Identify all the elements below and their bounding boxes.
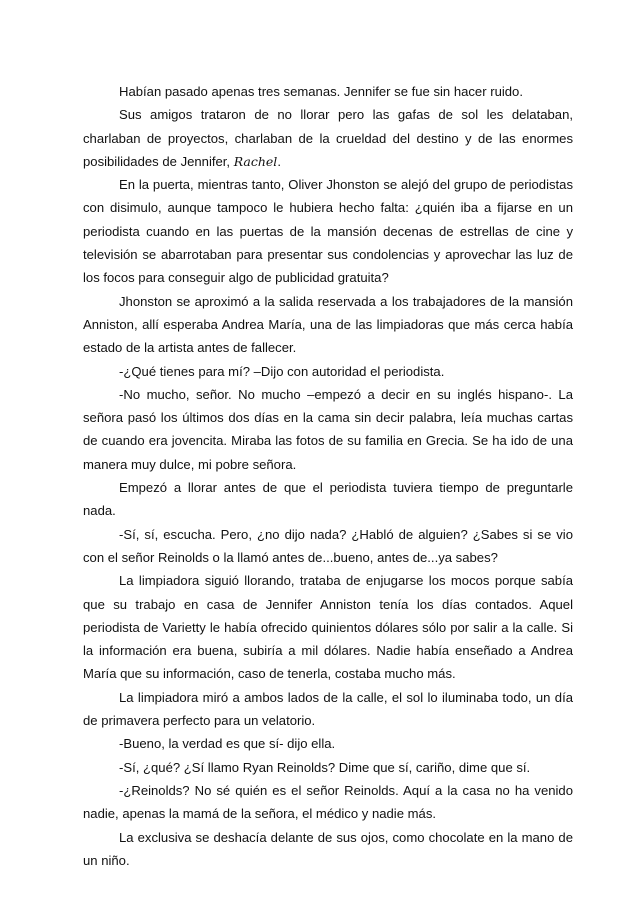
paragraph-2-text: Sus amigos trataron de no llorar pero las gafas de sol les delataban, charlaban de proyectos, charlaban de la crueldad del destino y de las enormes posibilidades de [83, 107, 573, 169]
paragraph-12: -Sí, ¿qué? ¿Sí llamo Ryan Reinolds? Dime que sí, cariño, dime que sí. [119, 759, 531, 775]
paragraph-8: -Sí, sí, escucha. Pero, ¿no dijo nada? ¿Habló de alguien? ¿Sabes si se vio con el señor Reinolds o la llamó antes de...bueno, antes de...ya sabes? [83, 526, 573, 565]
paragraph-1: Habían pasado apenas tres semanas. Jennifer se fue sin hacer ruido. [119, 84, 523, 99]
paragraph-13: -¿Reinolds? No sé quién es el señor Reinolds. Aquí a la casa no ha venido nadie, apenas la mamá de la señora, el médico y nadie más. [83, 782, 573, 822]
paragraph-2 [83, 103, 573, 173]
paragraph-9: La limpiadora siguió llorando, trataba de enjugarse los mocos porque sabía que su trabajo en casa de Jennifer Anniston tenía los días contados. Aquel periodista de Varietty le había ofrecido quinientos dólares sólo por salir a la calle. Si la información era buena, subiría a mil dólares. Nadie había enseñado a Andrea María que su información, caso de tenerla, costaba mucho más. [83, 573, 573, 682]
paragraph-2-end: . [277, 153, 281, 169]
paragraph-14: La exclusiva se deshacía delante de sus ojos, como chocolate en la mano de un niño. [83, 829, 573, 868]
paragraph-4: Jhonston se aproximó a la salida reservada a los trabajadores de la mansión Anniston, allí esperaba Andrea María, una de las limpiadoras que más cerca había estado de la artista antes de fallecer. [83, 293, 573, 356]
paragraph-3: En la puerta, mientras tanto, Oliver Jhonston se alejó del grupo de periodistas con disimulo, aunque tampoco le hubiera hecho falta: ¿quién iba a fijarse en un periodista cuando en las puertas de la mansión decenas de estrellas de cine y televisión se abarrotaban para presentar sus condolencias y aprovechar las luz de los focos para conseguir algo de publicidad gratuita? [83, 177, 573, 286]
paragraph-11: -Bueno, la verdad es que sí- dijo ella. [119, 736, 336, 752]
paragraph-2-name: Jennifer, [180, 153, 231, 169]
paragraph-6: -No mucho, señor. No mucho –empezó a decir en su inglés hispano-. La señora pasó los últimos dos días en la cama sin decir palabra, leía muchas cartas de cuando era jovencita. Miraba las fotos de su familia en Grecia. Se ha ido de una manera muy dulce, mi pobre señora. [83, 386, 573, 472]
paragraph-7: Empezó a llorar antes de que el periodista tuviera tiempo de preguntarle nada. [83, 480, 573, 519]
handwritten-word: Rachel [233, 153, 278, 169]
document-page [83, 80, 573, 872]
paragraph-5: -¿Qué tienes para mí? –Dijo con autoridad el periodista. [119, 363, 445, 379]
paragraph-10: La limpiadora miró a ambos lados de la calle, el sol lo iluminaba todo, un día de primavera perfecto para un velatorio. [83, 689, 573, 729]
